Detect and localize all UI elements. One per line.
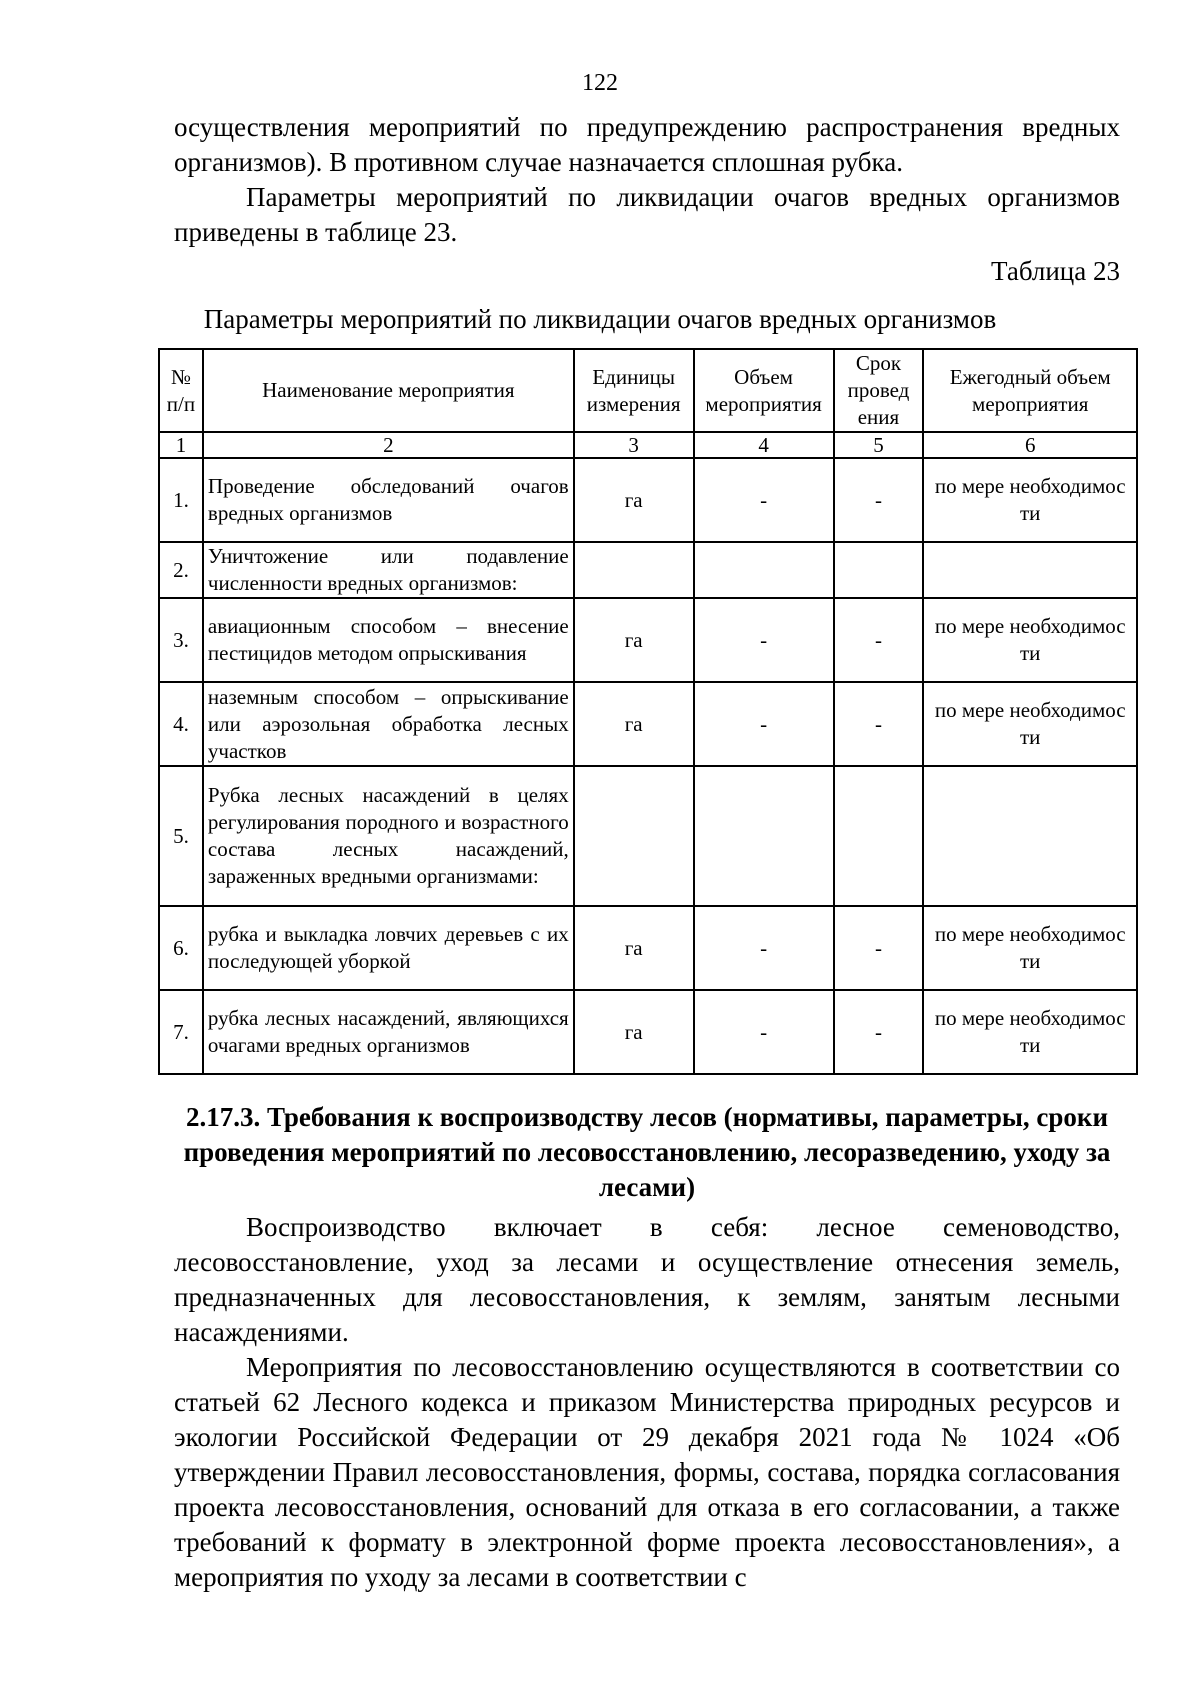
row-num: 4. (159, 682, 203, 766)
row-term: - (834, 598, 924, 682)
table-row (159, 990, 1137, 1074)
row-term: - (834, 906, 924, 990)
measures-table (158, 348, 1138, 1075)
row-term: - (834, 990, 924, 1074)
row-num: 5. (159, 766, 203, 906)
section-paragraph-2: Мероприятия по лесовосстановлению осуществляются в соответствии со статьей 62 Лесного кодекса и приказом Министерства природных ресурсов и экологии Российской Федерации от 29 декабря 2021 года № 1024 «Об утверждении Правил лесовосстановления, формы, состава, порядка согласования проекта лесовосстановления, оснований для отказа в его согласовании, а также требований к формату в электронной форме проекта лесовосстановления», а мероприятия по уходу за лесами в соответствии с (174, 1352, 1120, 1592)
page-number: 122 (582, 70, 618, 96)
column-number: 5 (834, 432, 924, 458)
row-volume: - (694, 906, 834, 990)
row-term: - (834, 682, 924, 766)
row-annual (923, 542, 1137, 598)
row-num: 7. (159, 990, 203, 1074)
row-annual: по мере необходимос ти (923, 682, 1137, 766)
row-name: авиационным способом – внесение пестицидов методом опрыскивания (203, 598, 574, 682)
row-num: 1. (159, 458, 203, 542)
row-unit (574, 766, 694, 906)
row-unit: га (574, 682, 694, 766)
column-number: 1 (159, 432, 203, 458)
row-volume: - (694, 990, 834, 1074)
table-label: Таблица 23 (991, 256, 1120, 286)
row-term: - (834, 458, 924, 542)
table-row (159, 598, 1137, 682)
header-num: № п/п (159, 349, 203, 432)
row-unit (574, 542, 694, 598)
header-unit: Единицы измерения (574, 349, 694, 432)
row-term (834, 766, 924, 906)
row-unit: га (574, 598, 694, 682)
row-annual: по мере необходимос ти (923, 990, 1137, 1074)
row-annual (923, 766, 1137, 906)
row-volume: - (694, 458, 834, 542)
row-unit: га (574, 990, 694, 1074)
intro-text (174, 110, 1120, 250)
header-name: Наименование мероприятия (203, 349, 574, 432)
row-name: рубка лесных насаждений, являющихся очагами вредных организмов (203, 990, 574, 1074)
header-volume: Объем мероприятия (694, 349, 834, 432)
table-row (159, 906, 1137, 990)
row-name: Проведение обследований очагов вредных организмов (203, 458, 574, 542)
row-volume: - (694, 598, 834, 682)
column-number: 2 (203, 432, 574, 458)
row-unit: га (574, 906, 694, 990)
column-number-row (159, 432, 1137, 458)
row-name: Уничтожение или подавление численности вредных организмов: (203, 542, 574, 598)
header-annual: Ежегодный объем мероприятия (923, 349, 1137, 432)
row-name: рубка и выкладка ловчих деревьев с их последующей уборкой (203, 906, 574, 990)
table-row (159, 766, 1137, 906)
table-caption: Параметры мероприятий по ликвидации очагов вредных организмов (203, 304, 997, 334)
row-annual: по мере необходимос ти (923, 598, 1137, 682)
table-header-row (159, 349, 1137, 432)
header-term: Срок провед ения (834, 349, 924, 432)
row-num: 3. (159, 598, 203, 682)
section-body (174, 1210, 1120, 1595)
row-name: Рубка лесных насаждений в целях регулирования породного и возрастного состава лесных насаждений, зараженных вредными организмами: (203, 766, 574, 906)
column-number: 6 (923, 432, 1137, 458)
section-heading: 2.17.3. Требования к воспроизводству лесов (нормативы, параметры, сроки проведения мероприятий по лесовосстановлению, лесоразведению, уходу за лесами) (183, 1102, 1111, 1202)
section-paragraph-1: Воспроизводство включает в себя: лесное семеноводство, лесовосстановление, уход за лесами и осуществление отнесения земель, предназначенных для лесовосстановления, к землям, занятым лесными насаждениями. (174, 1212, 1120, 1347)
table-row (159, 682, 1137, 766)
row-annual: по мере необходимос ти (923, 458, 1137, 542)
row-volume (694, 542, 834, 598)
intro-paragraph-1: осуществления мероприятий по предупреждению распространения вредных организмов). В противном случае назначается сплошная рубка. (174, 112, 1120, 177)
table-row (159, 458, 1137, 542)
row-num: 6. (159, 906, 203, 990)
column-number: 3 (574, 432, 694, 458)
row-unit: га (574, 458, 694, 542)
intro-paragraph-2: Параметры мероприятий по ликвидации очагов вредных организмов приведены в таблице 23. (174, 182, 1120, 247)
table-row (159, 542, 1137, 598)
row-term (834, 542, 924, 598)
row-volume: - (694, 682, 834, 766)
row-num: 2. (159, 542, 203, 598)
row-annual: по мере необходимос ти (923, 906, 1137, 990)
row-name: наземным способом – опрыскивание или аэрозольная обработка лесных участков (203, 682, 574, 766)
column-number: 4 (694, 432, 834, 458)
row-volume (694, 766, 834, 906)
